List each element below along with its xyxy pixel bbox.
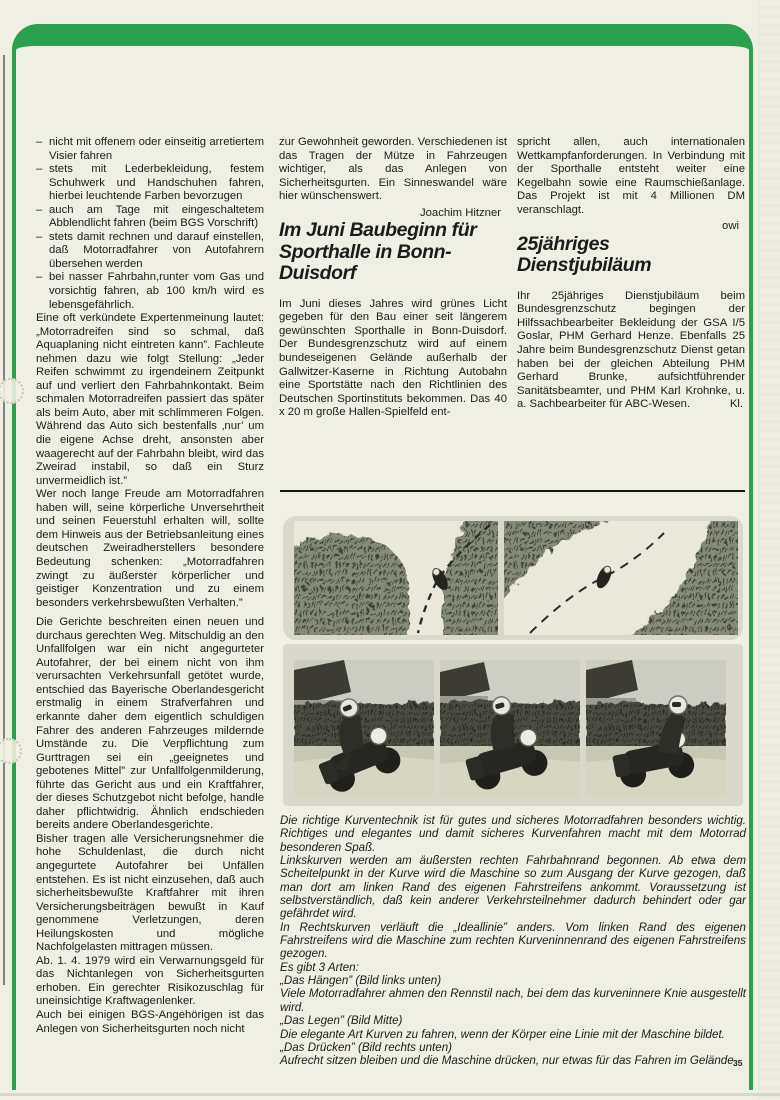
- author-byline: Joachim Hitzner: [420, 206, 501, 219]
- article-heading-sporthalle: Im Juni Baubeginn für Sporthalle in Bonn-Duisdorf: [279, 219, 477, 285]
- safety-rules-list: [36, 136, 264, 312]
- caption-line: In Rechtskurven verläuft die „Ideallinie” anders. Vom linken Rand des eigenen Fahrstreifens wird die Maschine zum rechten Kurveninnenrand des eigenen Fahrstreifens gezogen.: [280, 920, 746, 961]
- curve-sketch-left-image: [294, 521, 498, 635]
- photo-haengen-image: [294, 660, 434, 797]
- caption-line: Viele Motorradfahrer ahmen den Rennstil nach, bei dem das kurveninnere Knie ausgestellt wird.: [280, 987, 746, 1014]
- column-right: [517, 136, 745, 412]
- caption-line: Die richtige Kurventechnik ist für gutes und sicheres Motorradfahren besonders wichtig. Richtiges und elegantes und damit sicheres Kurvenfahren macht mit dem Motorrad besonderen Spaß.: [280, 814, 746, 854]
- dash-marker: –: [36, 203, 43, 216]
- list-item-text: nicht mit offenem oder einseitig arretiertem Visier fahren: [49, 136, 264, 162]
- caption-line: „Das Hängen” (Bild links unten): [280, 974, 442, 988]
- list-item: [36, 136, 264, 163]
- author-byline: owi: [722, 220, 739, 233]
- dash-marker: –: [36, 163, 43, 176]
- page-bottom-edge: [0, 1093, 780, 1096]
- photo-legen-image: [440, 660, 580, 797]
- body-paragraph: [517, 290, 745, 412]
- body-paragraph: Auch bei einigen BGS-Angehörigen ist das Anlegen von Sicherheitsgurten noch nicht: [36, 1009, 264, 1035]
- caption-line: „Das Drücken” (Bild rechts unten): [280, 1040, 453, 1054]
- caption-line: Es gibt 3 Arten:: [280, 960, 359, 974]
- author-signoff: Kl.: [729, 398, 743, 411]
- list-item-text: stets damit rechnen und darauf einstellen, daß Motorradfahrer von Autofahrern übersehen werden: [49, 230, 264, 270]
- body-paragraph: Die Gerichte beschreiten einen neuen und durchaus gerechten Weg. Mitschuldig an den Unfallfolgen war ein nicht angegurteter Autofahrer, der bei einem nicht von ihm verursachten Verkehrsunfall getötet wurde, entschied das Bayerische Oberlandesgericht erstmalig in einem Strafverfahren und erkannte daher dem eigentlich schuldigen Fahrer des anderen Fahrzeuges mildernde Umstände zu. Die Verpflichtung zum Gurttragen sei ein „geeignetes und gebotenes Mittel” zur Unfallfolgenmilderung, führte das Gericht aus und ein Kraftfahrer, der dieses Schutzgebot nicht befolge, handle daher pflichtwidrig. Ähnlich endschieden bereits andere Oberlandesgerichte.: [36, 616, 264, 832]
- caption-line: Linkskurven werden am äußersten rechten Fahrbahnrand begonnen. Ab etwa dem Scheitelpunkt in der Kurve wird die Maschine so zum Ausgang der Kurve gezogen, daß man dort am linken Rand des eigenen Fahrstreifens ankommt. Voraussetzung ist selbstverständlich, daß kein anderer Verkehrsteilnehmer dadurch behindert oder gar gefährdet wird.: [280, 854, 746, 921]
- body-paragraph: Eine oft verkündete Expertenmeinung lautet: „Motorradreifen sind so schmal, daß Aquaplaning nicht eintreten kann”. Fachleute nehmen dazu wie folgt Stellung: „Jeder Reifen schwimmt zu irgendeinem Zeitpunkt auf und verliert den Fahrbahnkontakt. Beim schmalen Motorradreifen passiert das später als beim Auto, aber mit schlimmeren Folgen. Während das Auto sich bestenfalls ‚nur’ um die eigene Achse dreht, ansonsten aber waagerecht auf der Fahrbahn bleibt, wird das Zweirad instabil, so daß ein Sturz unvermeidlich ist.”: [36, 312, 264, 487]
- body-paragraph: Bisher tragen alle Versicherungsnehmer die hohe Schuldenlast, die durch nicht angegurtete Autofahrer bei Unfällen entstehen. Es ist nicht einzusehen, daß auch sicherheitsbewußte Kraftfahrer mit ihren Versicherungsbeiträgen bewußt in Kauf genommene Verletzungen, deren Heilungskosten und mögliche Nachfolgelasten mittragen müssen.: [36, 832, 264, 954]
- section-divider: [280, 490, 745, 492]
- figure-caption: [280, 814, 746, 1068]
- paragraph-text: Ihr 25jähriges Dienstjubiläum beim Bundesgrenzschutz begingen der Hilfssachbearbeiter Bekleidung der GSA I/5 Goslar, PHM Gerhard Henze. Ebenfalls 25 Jahre beim Bundesgrenzschutz Dienst getan haben bei der gleichen Abteilung PHM Gerhard Brunke, aufsichtführender Sanitätsbeamter, und PHM Karl Krohnke, u. a. Sachbearbeiter für ABC-Wesen.: [517, 289, 745, 411]
- page-number: 35: [733, 1058, 743, 1068]
- list-item-text: auch am Tage mit eingeschaltetem Abblendlicht fahren (beim BGS Vorschrift): [49, 203, 264, 230]
- body-paragraph: Ab. 1. 4. 1979 wird ein Verwarnungsgeld für das Nichtanlegen von Sicherheitsgurten erhoben. Ein gerechter Risikozuschlag für uneinsichtige Kraftwagenlenker.: [36, 954, 264, 1008]
- caption-line: Die elegante Art Kurven zu fahren, wenn der Körper eine Linie mit der Maschine bildet.: [280, 1027, 725, 1041]
- binding-edge: [3, 55, 5, 985]
- dash-marker: –: [36, 230, 43, 243]
- caption-line: „Das Legen” (Bild Mitte): [280, 1014, 403, 1028]
- list-item: [36, 231, 264, 272]
- list-item: [36, 204, 264, 231]
- dash-marker: –: [36, 271, 43, 284]
- photo-druecken-image: [586, 660, 726, 797]
- column-left: [36, 136, 264, 1036]
- body-paragraph: Wer noch lange Freude am Motorradfahren haben will, seine körperliche Unversehrtheit und seinen Feuerstuhl erhalten will, sollte dem Hinweis aus der Betriebsanleitung eines deutschen Zweiradherstellers besondere Bedeutung schenken: „Motorradfahren zwingt zu äußerster körperlicher und geistiger Konzentration und zu einem besonders verkehrsbewußten Verhalten.”: [36, 488, 264, 609]
- dash-marker: –: [36, 136, 43, 148]
- curve-sketch-right-image: [504, 521, 738, 635]
- paper-edge-texture: [758, 0, 780, 1100]
- list-item-text: stets mit Lederbekleidung, festem Schuhwerk und Handschuhen fahren, hierbei leuchtende Farben bevorzugen: [49, 163, 264, 203]
- body-paragraph: Im Juni dieses Jahres wird grünes Licht gegeben für den Bau einer seit längerem gewünschten Sporthalle in Bonn-Duisdorf. Der Bundesgrenzschutz wird auf einem bundeseigenen Gelände außerhalb der Gallwitzer-Kaserne in Richtung Autobahn eine Sportstätte nach den Richtlinien des Deutschen Sportinstituts bekommen. Das 40 x 20 m große Hallen-Spielfeld ent-: [279, 297, 507, 419]
- list-item-text: bei nasser Fahrbahn,runter vom Gas und vorsichtig fahren, ab 100 km/h wird es lebensgefährlich.: [49, 271, 264, 311]
- article-heading-dienstjubilaeum: 25jähriges Dienstjubiläum: [517, 232, 652, 277]
- list-item: [36, 271, 264, 312]
- caption-line: Aufrecht sitzen bleiben und die Maschine drücken, nur etwas für das Fahren im Gelände: [280, 1054, 734, 1068]
- list-item: [36, 163, 264, 204]
- column-middle: [279, 136, 507, 420]
- body-paragraph: zur Gewohnheit geworden. Verschiedenen ist das Tragen der Mütze in Fahrzeugen wichtiger, als das Anlegen von Sicherheitsgurten. Ein Sinneswandel wäre hier wünschenswert.: [279, 136, 507, 203]
- body-paragraph: spricht allen, auch internationalen Wettkampfanforderungen. In Verbindung mit der Sporthalle entsteht weiter eine Kegelbahn sowie eine Raumschießanlage. Das Projekt ist mit 4 Millionen DM veranschlagt.: [517, 136, 745, 216]
